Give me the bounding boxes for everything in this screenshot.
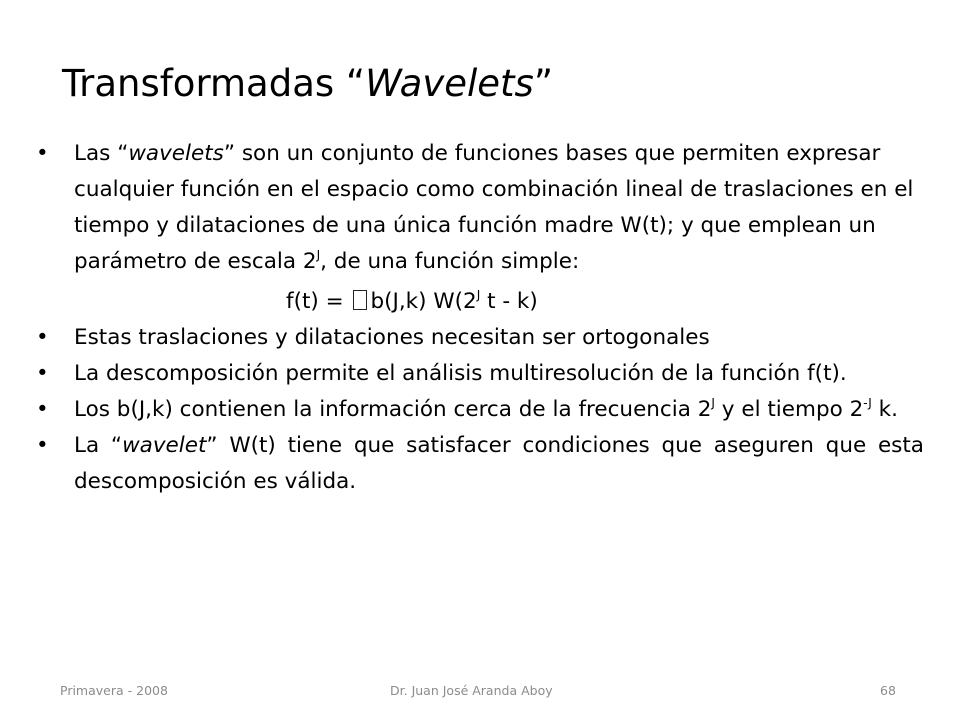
summation-glyph-icon [353,290,367,310]
bullet-text-post: , de una función simple: [320,249,580,274]
bullet-text-post: ” W(t) tiene que satisfacer condiciones que aseguren que esta descomposición es válida. [74,433,924,494]
bullet-marker: • [36,433,49,458]
formula-mid: b(J,k) W(2 [370,289,477,314]
bullet-item [36,136,924,280]
formula [36,284,924,320]
bullet-text-post: k. [871,397,898,422]
title-main: Transformadas “ [62,62,366,105]
slide-body [36,136,924,500]
bullet-text-italic: wavelets [128,141,224,166]
slide-title [62,62,553,106]
bullet-item [36,392,924,428]
bullet-text-pre: La “ [74,433,123,458]
title-italic: Wavelets [365,62,534,105]
bullet-marker: • [36,325,49,350]
page-number: 68 [880,683,896,698]
superscript: J [711,396,715,410]
superscript: -J [863,396,872,410]
bullet-text-italic: wavelet [122,433,207,458]
bullet-marker: • [36,397,49,422]
bullet-marker: • [36,141,49,166]
formula-superscript: J [476,288,481,302]
bullet-text: La descomposición permite el análisis multiresolución de la función f(t). [74,361,847,386]
bullet-item [36,320,924,356]
footer-author: Dr. Juan José Aranda Aboy [390,683,553,698]
superscript: J [316,248,321,262]
bullet-marker: • [36,361,49,386]
bullet-text-mid: ” son un conjunto de funciones bases que permiten expresar cualquier función en el espacio como combinación lineal de traslaciones en el tiempo y dilataciones de una única función madre W(t); y que emplean un parámetro de escala 2 [74,141,914,274]
bullet-item [36,356,924,392]
title-close: ” [533,62,553,105]
bullet-text: Estas traslaciones y dilataciones necesitan ser ortogonales [74,325,710,350]
bullet-text-mid: y el tiempo 2 [714,397,864,422]
bullet-text-pre: Las “ [74,141,129,166]
formula-pre: f(t) = [286,289,351,314]
footer-date: Primavera - 2008 [60,683,168,698]
bullet-text-pre: Los b(J,k) contienen la información cerca de la frecuencia 2 [74,397,712,422]
formula-post: t - k) [480,289,538,314]
bullet-item [36,428,924,500]
